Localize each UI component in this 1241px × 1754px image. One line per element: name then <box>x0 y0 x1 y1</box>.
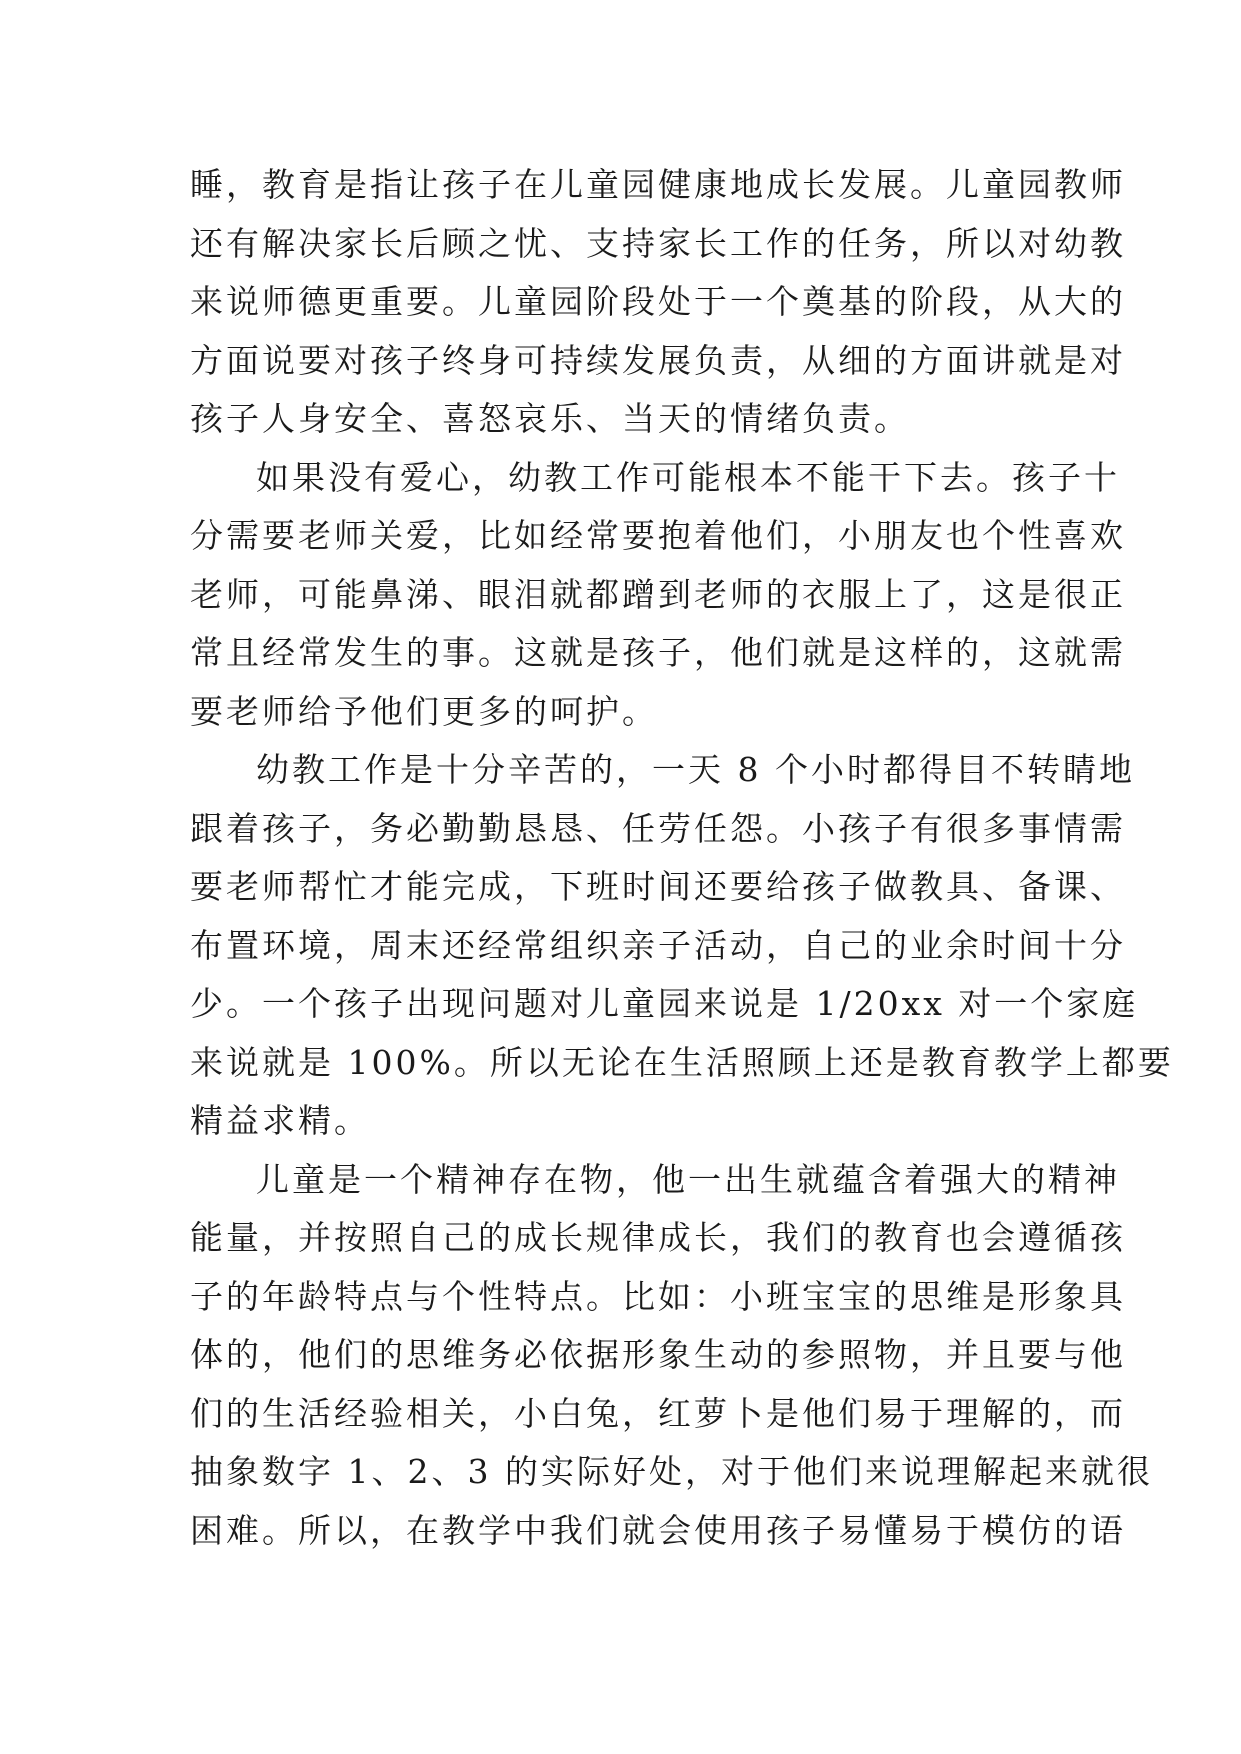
text-line: 如果没有爱心，幼教工作可能根本不能干下去。孩子十 <box>256 457 1120 497</box>
text-line: 老师，可能鼻涕、眼泪就都蹭到老师的衣服上了，这是很正 <box>190 574 1126 614</box>
text-line: 方面说要对孩子终身可持续发展负责，从细的方面讲就是对 <box>190 340 1126 380</box>
text-line: 体的，他们的思维务必依据形象生动的参照物，并且要与他 <box>190 1335 1126 1374</box>
text-line: 要老师给予他们更多的呵护。 <box>190 691 658 731</box>
text-line: 来说师德更重要。儿童园阶段处于一个奠基的阶段，从大的 <box>190 282 1126 321</box>
text-line: 布置环境，周末还经常组织亲子活动，自己的业余时间十分 <box>190 925 1126 965</box>
text-line: 子的年龄特点与个性特点。比如：小班宝宝的思维是形象具 <box>190 1276 1126 1316</box>
text-line: 困难。所以，在教学中我们就会使用孩子易懂易于模仿的语 <box>190 1510 1126 1550</box>
text-line: 要老师帮忙才能完成，下班时间还要给孩子做教具、备课、 <box>190 867 1126 906</box>
text-line: 来说就是 100%。所以无论在生活照顾上还是教育教学上都要 <box>190 1042 1174 1082</box>
text-line: 儿童是一个精神存在物，他一出生就蕴含着强大的精神 <box>256 1159 1120 1199</box>
paragraph-4 <box>190 1151 1153 1561</box>
text-line: 少。一个孩子出现问题对儿童园来说是 1/20xx 对一个家庭 <box>190 984 1139 1023</box>
paragraph-2 <box>190 449 1126 742</box>
text-line: 分需要老师关爱，比如经常要抱着他们，小朋友也个性喜欢 <box>190 516 1126 555</box>
text-line: 常且经常发生的事。这就是孩子，他们就是这样的，这就需 <box>190 633 1126 672</box>
text-line: 睡，教育是指让孩子在儿童园健康地成长发展。儿童园教师 <box>190 165 1126 204</box>
text-line: 孩子人身安全、喜怒哀乐、当天的情绪负责。 <box>190 399 910 438</box>
paragraph-1 <box>190 156 1126 449</box>
text-line: 精益求精。 <box>190 1101 370 1140</box>
text-line: 抽象数字 1、2、3 的实际好处，对于他们来说理解起来就很 <box>190 1452 1153 1491</box>
text-line: 还有解决家长后顾之忧、支持家长工作的任务，所以对幼教 <box>190 223 1126 263</box>
text-line: 能量，并按照自己的成长规律成长，我们的教育也会遵循孩 <box>190 1218 1126 1257</box>
text-line: 们的生活经验相关，小白兔，红萝卜是他们易于理解的，而 <box>190 1393 1126 1433</box>
document-body <box>190 156 1174 1560</box>
paragraph-3 <box>190 741 1174 1151</box>
text-line: 幼教工作是十分辛苦的，一天 8 个小时都得目不转睛地 <box>256 750 1135 789</box>
text-line: 跟着孩子，务必勤勤恳恳、任劳任怨。小孩子有很多事情需 <box>190 808 1126 848</box>
